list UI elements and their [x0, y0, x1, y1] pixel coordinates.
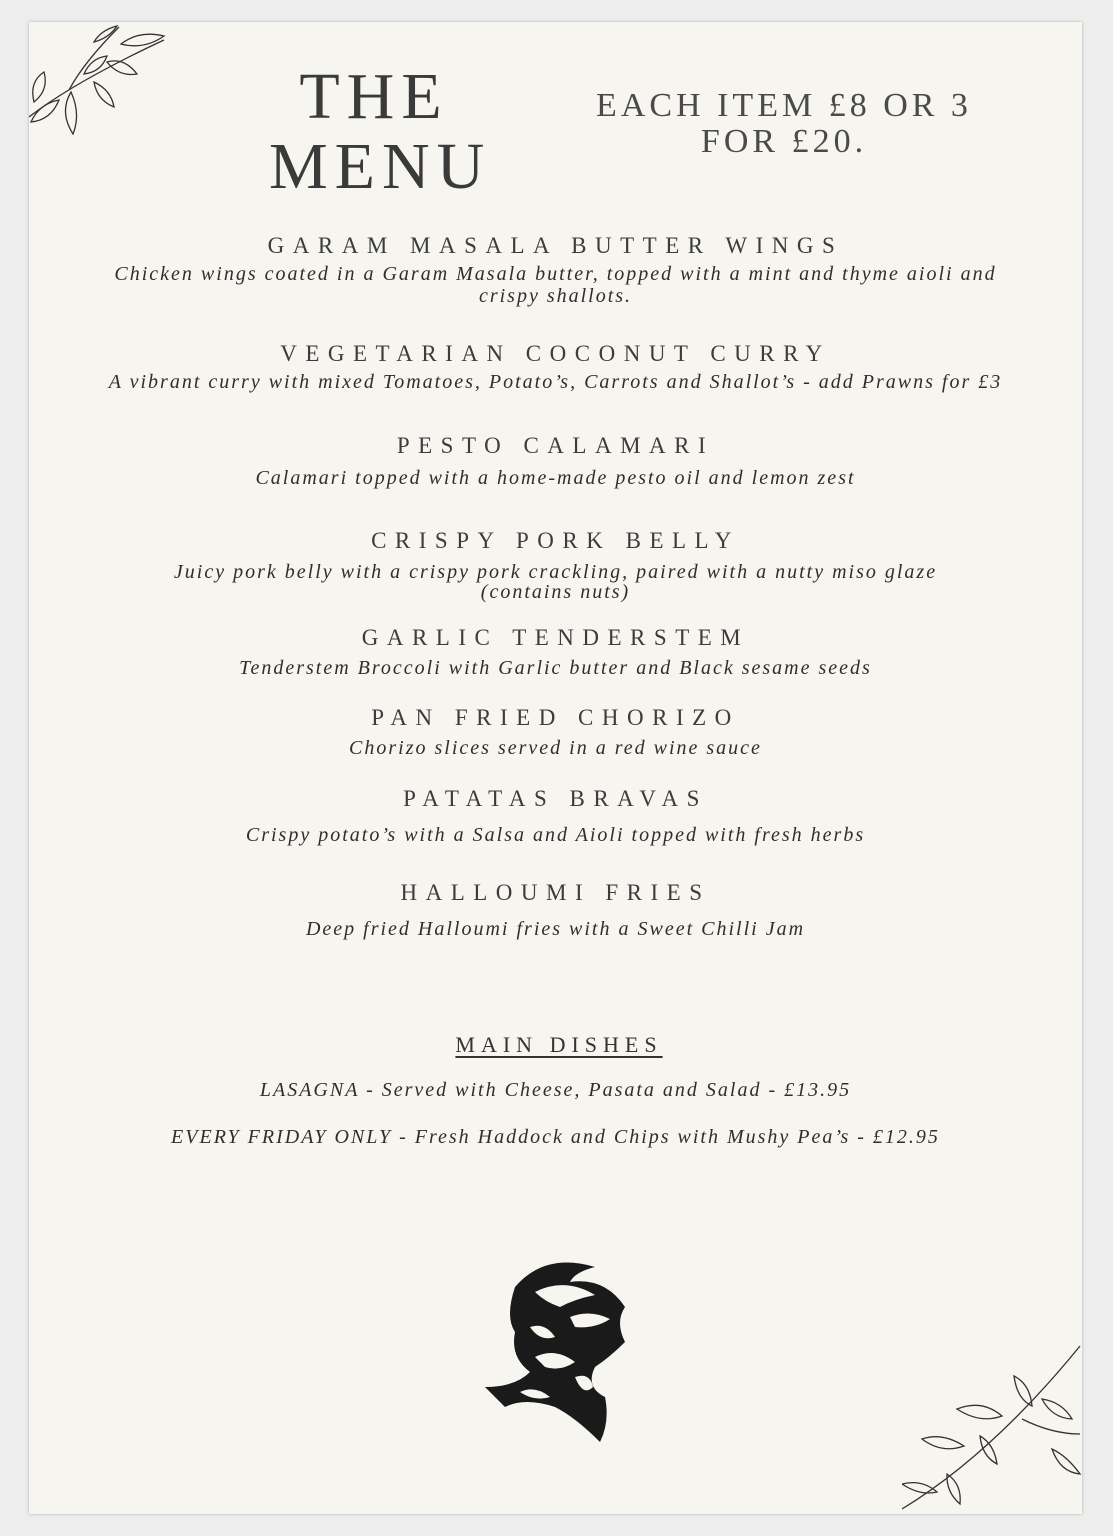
item-description: A vibrant curry with mixed Tomatoes, Potato’s, Carrots and Shallot’s - add Prawns for £3	[108, 371, 1003, 393]
menu-item	[69, 341, 1042, 393]
lion-head-logo	[475, 1247, 635, 1447]
main-dish-line: EVERY FRIDAY ONLY - Fresh Haddock and Chips with Mushy Pea’s - £12.95	[171, 1126, 940, 1148]
menu-item	[69, 705, 1042, 759]
item-name: VEGETARIAN COCONUT CURRY	[280, 341, 831, 366]
item-description: Deep fried Halloumi fries with a Sweet Chilli Jam	[305, 918, 806, 940]
item-description: Calamari topped with a home-made pesto oil and lemon zest	[255, 467, 856, 489]
menu-item	[69, 433, 1042, 489]
item-name: PAN FRIED CHORIZO	[371, 705, 740, 730]
title-line-1: THE	[299, 60, 449, 133]
item-name: CRISPY PORK BELLY	[371, 528, 740, 553]
leaf-branch-icon	[902, 1344, 1082, 1514]
item-name: GARLIC TENDERSTEM	[361, 625, 750, 650]
menu-item	[69, 786, 1042, 846]
menu-page	[29, 22, 1082, 1514]
item-name: PESTO CALAMARI	[396, 433, 715, 458]
main-dishes-heading: MAIN DISHES	[455, 1032, 663, 1057]
item-description: Juicy pork belly with a crispy pork crackling, paired with a nutty miso glaze (contains nuts)	[173, 561, 938, 603]
item-name: GARAM MASALA BUTTER WINGS	[267, 233, 844, 258]
page-title	[269, 60, 492, 203]
menu-item	[69, 528, 1042, 602]
item-description: Chicken wings coated in a Garam Masala butter, topped with a mint and thyme aioli and crispy shallots.	[114, 263, 997, 307]
item-description: Chorizo slices served in a red wine sauce	[349, 737, 762, 759]
menu-item	[69, 880, 1042, 940]
item-name: HALLOUMI FRIES	[400, 880, 711, 905]
price-note: EACH ITEM £8 OR 3 FOR £20.	[596, 87, 972, 160]
item-description: Crispy potato’s with a Salsa and Aioli topped with fresh herbs	[245, 824, 866, 846]
menu-item	[69, 625, 1042, 679]
item-name: PATATAS BRAVAS	[403, 786, 708, 811]
title-line-2: MENU	[269, 130, 492, 203]
menu-item	[69, 233, 1042, 307]
leaf-branch-icon	[29, 22, 179, 142]
item-description: Tenderstem Broccoli with Garlic butter and Black sesame seeds	[239, 657, 872, 679]
main-dish-line: LASAGNA - Served with Cheese, Pasata and Salad - £13.95	[259, 1079, 852, 1101]
